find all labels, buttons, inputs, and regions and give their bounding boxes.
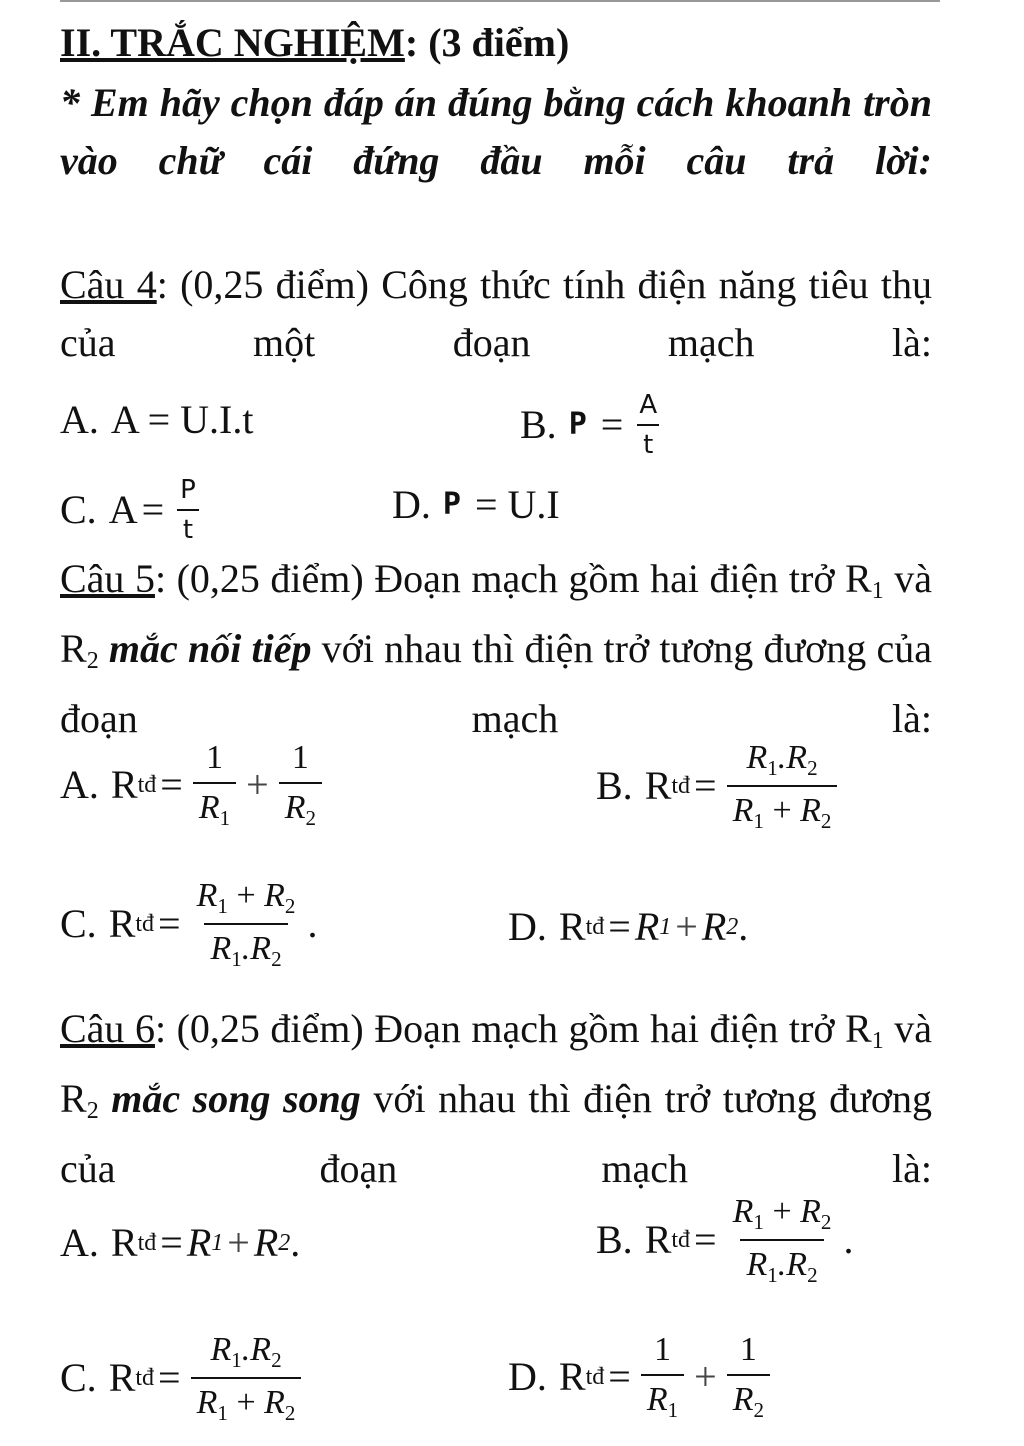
q5-option-d-plus: + (675, 904, 698, 949)
q6-option-a-r: R (110, 1220, 138, 1265)
q4-option-d-formula: = U.I (474, 482, 560, 527)
q5-option-d-eq: = (608, 904, 631, 949)
q5-label: Câu 5 (60, 556, 155, 601)
q4-option-c[interactable] (60, 475, 208, 545)
q5-option-c-eq: = (158, 901, 181, 946)
q4-option-d-var: P (442, 487, 461, 522)
q4-option-c-numerator: P (180, 475, 196, 505)
q4-option-c-denominator: t (177, 509, 199, 545)
question-6 (60, 1000, 932, 1198)
q5-option-c[interactable] (60, 876, 317, 972)
q4-option-a-label: A. (60, 397, 99, 442)
q5-c-num-sub1: 1 (217, 894, 228, 919)
q6-option-a-r1: R (186, 1220, 212, 1265)
q4-option-d[interactable] (392, 480, 560, 530)
q6-c-num-r1: R (210, 1331, 232, 1368)
q4-option-a-formula: A = U.I.t (110, 397, 254, 442)
q5-option-d-label: D. (508, 904, 547, 949)
q6-c-den-r1: R (196, 1384, 218, 1421)
q5-option-d[interactable] (508, 902, 748, 952)
q5-b-den-r1: R (732, 792, 754, 829)
q5-b-den-r2: R (800, 792, 821, 829)
q5-text-mid: và R (60, 556, 932, 671)
q5-a-frac2-r: R (284, 789, 306, 826)
q6-d-frac2-r: R (732, 1381, 754, 1418)
q5-option-a-r: R (110, 761, 138, 807)
q4-option-c-eq: = (141, 487, 165, 532)
q5-c-num-r1: R (196, 877, 218, 914)
q5-b-num-r1: R (746, 739, 768, 776)
q5-c-den-r2: R (250, 930, 272, 967)
q5-option-d-r2: R (701, 904, 727, 949)
q5-b-den-sub1: 1 (753, 809, 764, 834)
q5-b-den-plus: + (772, 792, 792, 829)
q5-option-d-period: . (738, 904, 749, 949)
q5-c-num-plus: + (236, 877, 256, 914)
q4-option-a[interactable] (60, 395, 253, 445)
q6-option-c-td: tđ (135, 1365, 155, 1391)
q6-text-mid: và R (60, 1006, 932, 1121)
q5-option-c-period: . (307, 901, 318, 946)
q6-option-a-label: A. (60, 1220, 99, 1265)
q5-a-frac1-num: 1 (205, 739, 223, 776)
q5-option-b-r: R (644, 763, 672, 808)
q6-c-den-sub1: 1 (217, 1401, 228, 1426)
q6-option-d-frac1 (641, 1330, 684, 1423)
q4-option-c-var: A (108, 487, 138, 532)
q6-option-c-label: C. (60, 1355, 97, 1400)
q6-c-den-sub2: 2 (284, 1401, 296, 1426)
q6-d-frac2-num: 1 (739, 1331, 757, 1368)
q6-option-a-sub1: 1 (211, 1230, 224, 1256)
q6-option-a[interactable] (60, 1218, 300, 1268)
q6-b-num-r1: R (732, 1193, 754, 1230)
q5-r1-subscript: 1 (871, 578, 884, 604)
q6-option-b-r: R (644, 1217, 672, 1262)
q5-b-num (740, 738, 823, 785)
q4-option-c-fraction (174, 475, 202, 545)
q5-option-a-frac2 (279, 738, 322, 831)
q5-b-den-sub2: 2 (820, 809, 832, 834)
q4-option-d-label: D. (392, 482, 431, 527)
q5-option-c-r: R (108, 901, 136, 946)
q6-d-frac1-sub: 1 (667, 1398, 679, 1423)
q6-option-b[interactable] (596, 1192, 853, 1288)
q5-c-den-sub2: 2 (271, 947, 282, 972)
q6-option-c-r: R (108, 1355, 136, 1400)
q5-b-num-r2: R (786, 739, 808, 776)
q6-d-frac2-den (727, 1374, 770, 1423)
q6-b-den-dot: . (777, 1246, 787, 1283)
q5-a-frac2-sub: 2 (305, 806, 317, 831)
q6-r1-subscript: 1 (871, 1028, 884, 1054)
q5-c-den-dot: . (241, 930, 251, 967)
q6-option-d-td: tđ (585, 1363, 605, 1390)
question-5 (60, 550, 932, 748)
q6-d-frac2-sub: 2 (753, 1398, 765, 1423)
q5-emphasis: mắc nối tiếp (108, 626, 312, 671)
q5-b-num-sub1: 1 (767, 756, 778, 781)
q4-option-b-label: B. (520, 402, 557, 447)
q5-option-c-frac (191, 876, 302, 972)
q6-option-c-frac (191, 1330, 302, 1426)
q6-option-d-plus: + (694, 1353, 717, 1399)
q5-option-a[interactable] (60, 738, 328, 831)
q6-b-den-r1: R (746, 1246, 768, 1283)
q5-c-num-sub2: 2 (284, 894, 296, 919)
q6-option-a-r2: R (253, 1220, 279, 1265)
q6-option-b-period: . (843, 1217, 854, 1262)
q5-option-a-plus: + (246, 761, 269, 807)
q5-a-frac1-sub: 1 (219, 806, 231, 831)
q6-b-den-sub1: 1 (767, 1263, 778, 1288)
q4-option-c-label: C. (60, 487, 97, 532)
q5-option-a-eq: = (160, 761, 183, 807)
q5-c-den-r1: R (210, 930, 232, 967)
q6-b-num (727, 1192, 838, 1239)
q6-text-pre: : (0,25 điểm) Đoạn mạch gồm hai điện trở R (154, 1006, 872, 1051)
q6-option-a-eq: = (160, 1220, 183, 1265)
q6-r2-subscript: 2 (86, 1098, 99, 1124)
q6-option-a-plus: + (227, 1220, 250, 1265)
q5-a-frac1-r: R (198, 789, 220, 826)
q4-option-b-numerator: A (639, 390, 658, 420)
q5-r2-subscript: 2 (86, 648, 99, 674)
q6-c-den-r2: R (264, 1384, 285, 1421)
q5-a-frac2-den (279, 782, 322, 831)
q6-emphasis: mắc song song (111, 1076, 361, 1121)
q5-option-a-frac1 (193, 738, 236, 831)
q4-option-b-fraction (633, 390, 663, 460)
q6-b-num-sub2: 2 (820, 1210, 832, 1235)
q6-c-num-sub2: 2 (271, 1348, 282, 1373)
q6-c-den (191, 1377, 302, 1426)
q4-option-b[interactable] (520, 390, 669, 460)
q4-label: Câu 4 (60, 262, 157, 307)
q6-c-num (204, 1330, 287, 1377)
q5-option-a-label: A. (60, 761, 99, 807)
q6-option-a-sub2: 2 (278, 1230, 291, 1256)
q6-option-b-frac (727, 1192, 838, 1288)
q5-option-d-td: tđ (585, 914, 605, 940)
q5-option-c-label: C. (60, 901, 97, 946)
q5-a-frac1-den (193, 782, 236, 831)
q5-option-d-r1: R (634, 904, 660, 949)
q5-option-d-sub1: 1 (659, 914, 672, 940)
q5-b-num-dot: . (777, 739, 787, 776)
q6-option-a-td: tđ (137, 1230, 157, 1256)
q5-option-b-frac (727, 738, 838, 834)
q6-d-frac1-num: 1 (653, 1331, 671, 1368)
q4-text: : (0,25 điểm) Công thức tính điện năng tiêu thụ của một đoạn mạch là: (60, 262, 932, 365)
q5-option-d-r: R (558, 904, 586, 949)
q6-b-den-r2: R (786, 1246, 808, 1283)
q5-option-c-td: tđ (135, 911, 155, 937)
q5-c-den (204, 923, 287, 972)
q6-b-den-sub2: 2 (807, 1263, 818, 1288)
cropped-previous-line (60, 0, 940, 10)
q6-option-a-period: . (290, 1220, 301, 1265)
q6-c-num-dot: . (241, 1331, 251, 1368)
q4-option-b-eq: = (600, 402, 624, 447)
q6-c-num-r2: R (250, 1331, 272, 1368)
q5-c-num-r2: R (264, 877, 285, 914)
q6-text-post: với nhau thì điện trở tương đương của đoạn mạch là: (60, 1076, 933, 1191)
q6-c-num-sub1: 1 (231, 1348, 242, 1373)
section-title: II. TRẮC NGHIỆM (60, 20, 405, 65)
q6-option-c[interactable] (60, 1330, 307, 1426)
q6-label: Câu 6 (60, 1006, 155, 1051)
q6-option-d-r: R (558, 1353, 586, 1399)
q6-option-b-label: B. (596, 1217, 633, 1262)
q6-option-d-label: D. (508, 1353, 547, 1399)
q4-option-b-var: P (568, 407, 587, 442)
q5-text-post: với nhau thì điện trở tương đương của đoạn mạch là: (60, 626, 933, 741)
q5-option-a-td: tđ (137, 771, 157, 798)
q5-option-b-td: tđ (671, 773, 691, 799)
q5-option-b-eq: = (694, 763, 717, 808)
q6-option-b-td: tđ (671, 1227, 691, 1253)
q5-text-pre: : (0,25 điểm) Đoạn mạch gồm hai điện trở R (154, 556, 872, 601)
q6-c-den-plus: + (236, 1384, 256, 1421)
q6-option-d-eq: = (608, 1353, 631, 1399)
section-heading (60, 14, 932, 72)
q6-b-den (740, 1239, 823, 1288)
q5-a-frac2-num: 1 (291, 739, 309, 776)
q5-c-den-sub1: 1 (231, 947, 242, 972)
q5-b-num-sub2: 2 (807, 756, 818, 781)
instruction: * Em hãy chọn đáp án đúng bằng cách khoanh tròn vào chữ cái đứng đầu mỗi câu trả lời: (60, 80, 932, 183)
q6-option-b-eq: = (694, 1217, 717, 1262)
q5-c-num (191, 876, 302, 923)
q6-b-num-r2: R (800, 1193, 821, 1230)
q5-option-d-sub2: 2 (726, 914, 739, 940)
q5-option-b[interactable] (596, 738, 843, 834)
q6-d-frac1-r: R (646, 1381, 668, 1418)
question-4 (60, 256, 932, 372)
q5-b-den (727, 785, 838, 834)
q6-b-num-sub1: 1 (753, 1210, 764, 1235)
q6-option-c-eq: = (158, 1355, 181, 1400)
section-points: : (3 điểm) (404, 20, 570, 65)
q6-option-d[interactable] (508, 1330, 776, 1423)
q4-option-b-denominator: t (637, 424, 659, 460)
q5-option-b-label: B. (596, 763, 633, 808)
q6-d-frac1-den (641, 1374, 684, 1423)
q6-option-d-frac2 (727, 1330, 770, 1423)
q6-b-num-plus: + (772, 1193, 792, 1230)
